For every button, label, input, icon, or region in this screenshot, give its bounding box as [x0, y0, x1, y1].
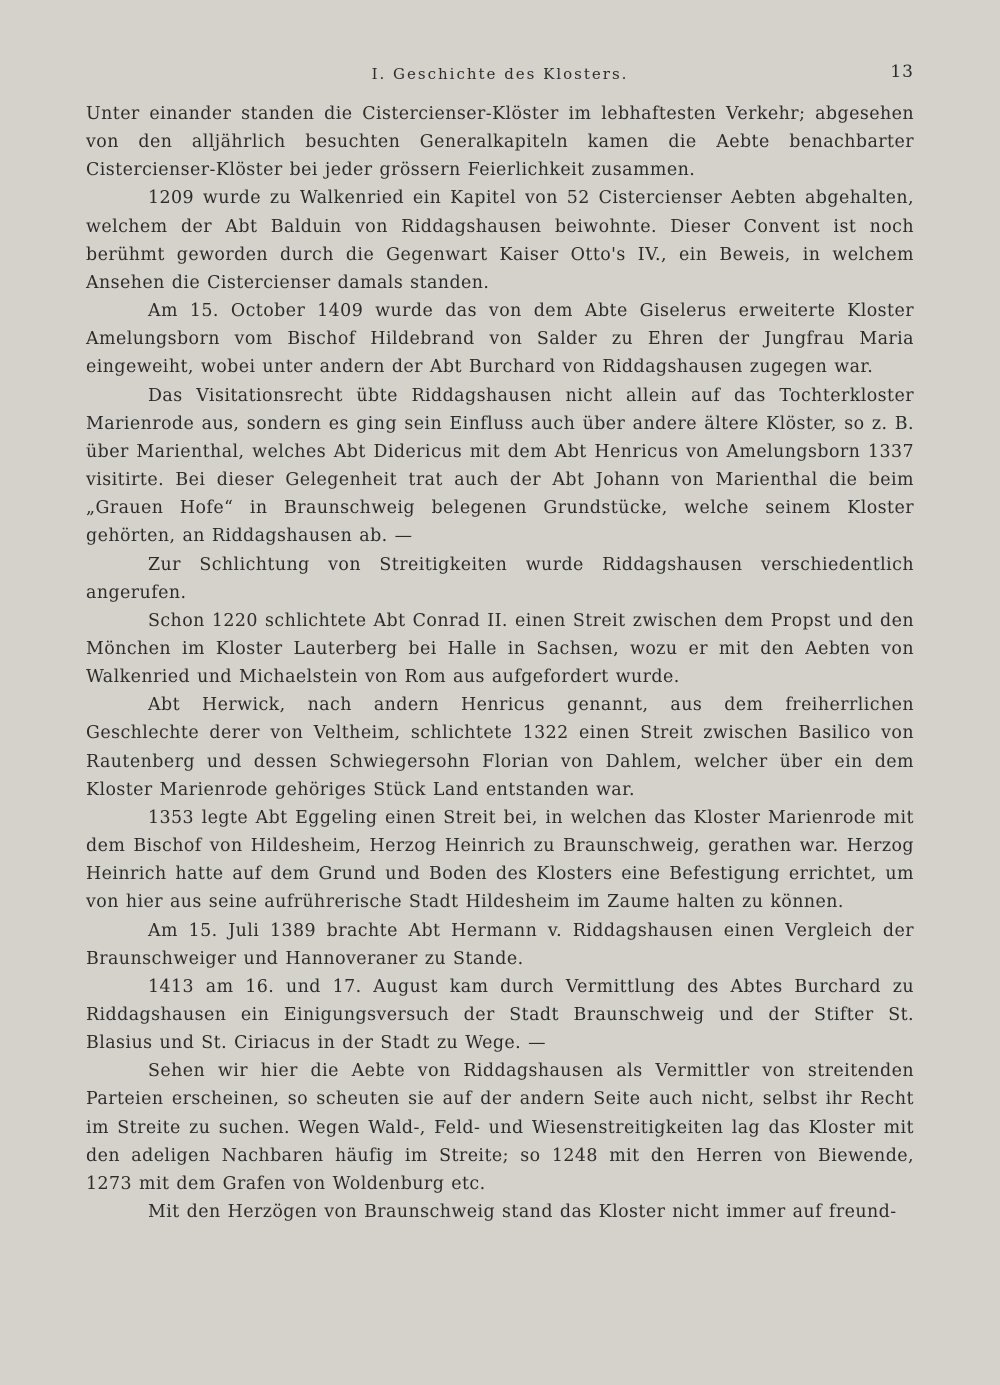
paragraph: 1413 am 16. und 17. August kam durch Vermittlung des Abtes Burchard zu Riddagshausen ein Einigungsversuch der Stadt Braunschweig und der Stifter St. Blasius und St. Ciriacus in der Stadt zu Wege. — — [86, 976, 914, 1054]
paragraph: Zur Schlichtung von Streitigkeiten wurde Riddagshausen verschiedentlich angerufen. — [86, 554, 914, 603]
paragraph: Am 15. October 1409 wurde das von dem Abte Giselerus erweiterte Kloster Amelungsborn vom Bischof Hildebrand von Salder zu Ehren der Jungfrau Maria eingeweiht, wobei unter andern der Abt Burchard von Riddagshausen zugegen war. — [86, 301, 914, 378]
paragraph: Mit den Herzögen von Braunschweig stand das Kloster nicht immer auf freund- — [148, 1202, 897, 1223]
page-number: 13 — [890, 62, 914, 82]
running-title: I. Geschichte des Klosters. — [371, 65, 629, 83]
paragraph: Unter einander standen die Cistercienser-Klöster im lebhaftesten Verkehr; abgesehen von den alljährlich besuchten Generalkapiteln kamen die Aebte benachbarter Cistercienser-Klöster bei jeder grössern Feierlichkeit zusammen. — [86, 104, 914, 181]
paragraph: Am 15. Juli 1389 brachte Abt Hermann v. Riddagshausen einen Vergleich der Braunschweiger und Hannoveraner zu Stande. — [86, 920, 914, 969]
paragraph: 1353 legte Abt Eggeling einen Streit bei, in welchen das Kloster Marienrode mit dem Bischof von Hildesheim, Herzog Heinrich zu Braunschweig, gerathen war. Herzog Heinrich hatte auf dem Grund und Boden des Klosters eine Befestigung errichtet, um von hier aus seine aufrührerische Stadt Hildesheim im Zaume halten zu können. — [86, 807, 914, 913]
paragraph: Das Visitationsrecht übte Riddagshausen nicht allein auf das Tochterkloster Marienrode aus, sondern es ging sein Einfluss auch über andere ältere Klöster, so z. B. über Marienthal, welches Abt Didericus mit dem Abt Henricus von Amelungsborn 1337 visitirte. Bei dieser Gelegenheit trat auch der Abt Johann von Marienthal die beim „Grauen Hofe“ in Braunschweig belegenen Grundstücke, welche seinem Kloster gehörten, an Riddagshausen ab. — — [86, 385, 914, 547]
running-head — [86, 62, 914, 86]
body-text — [86, 100, 914, 1226]
paragraph: Sehen wir hier die Aebte von Riddagshausen als Vermittler von streitenden Parteien erscheinen, so scheuten sie auf der andern Seite auch nicht, selbst ihr Recht im Streite zu suchen. Wegen Wald-, Feld- und Wiesenstreitigkeiten lag das Kloster mit den adeligen Nachbaren häufig im Streite; so 1248 mit den Herren von Biewende, 1273 mit dem Grafen von Woldenburg etc. — [86, 1061, 914, 1194]
paragraph: Abt Herwick, nach andern Henricus genannt, aus dem freiherrlichen Geschlechte derer von Veltheim, schlichtete 1322 einen Streit zwischen Basilico von Rautenberg und dessen Schwiegersohn Florian von Dahlem, welcher über ein dem Kloster Marienrode gehöriges Stück Land entstanden war. — [86, 695, 914, 800]
paragraph: 1209 wurde zu Walkenried ein Kapitel von 52 Cistercienser Aebten abgehalten, welchem der Abt Balduin von Riddagshausen beiwohnte. Dieser Convent ist noch berühmt geworden durch die Gegenwart Kaiser Otto's IV., ein Beweis, in welchem Ansehen die Cistercienser damals standen. — [86, 188, 914, 293]
paragraph: Schon 1220 schlichtete Abt Conrad II. einen Streit zwischen dem Propst und den Mönchen im Kloster Lauterberg bei Halle in Sachsen, wozu er mit den Aebten von Walkenried und Michaelstein von Rom aus aufgefordert wurde. — [86, 610, 914, 688]
